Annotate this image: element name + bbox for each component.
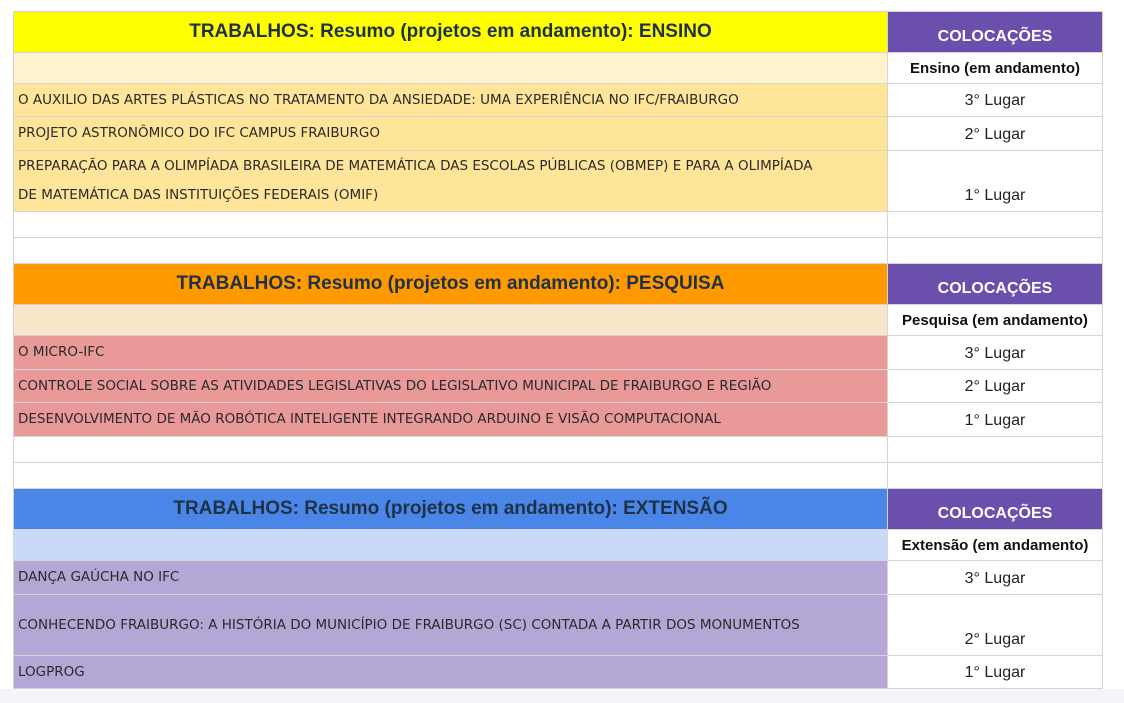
table-row [14,561,1103,595]
subheader-row [14,305,1103,336]
empty-cell[interactable] [14,238,888,264]
empty-row [14,238,1103,264]
section-title-row [14,489,1103,530]
section-title-pesquisa[interactable]: TRABALHOS: Resumo (projetos em andamento): PESQUISA [14,264,888,305]
table-row [14,403,1103,437]
table-row [14,151,1103,212]
section-title-row [14,12,1103,53]
placement[interactable]: 2° Lugar [888,595,1103,656]
project-name[interactable]: O AUXILIO DAS ARTES PLÁSTICAS NO TRATAMENTO DA ANSIEDADE: UMA EXPERIÊNCIA NO IFC/FRAIBURGO [14,84,888,117]
subheader-spacer[interactable] [14,53,888,84]
placement[interactable]: 3° Lugar [888,84,1103,117]
table-row [14,117,1103,151]
empty-row [14,437,1103,463]
placement[interactable]: 1° Lugar [888,656,1103,689]
project-name[interactable]: LOGPROG [14,656,888,689]
project-name[interactable]: CONHECENDO FRAIBURGO: A HISTÓRIA DO MUNICÍPIO DE FRAIBURGO (SC) CONTADA A PARTIR DOS MONUMENTOS [14,595,888,656]
results-table [13,11,1103,689]
table-row [14,84,1103,117]
empty-row [14,463,1103,489]
rank-header[interactable]: COLOCAÇÕES [888,489,1103,530]
placement[interactable]: 2° Lugar [888,117,1103,151]
subheader-row [14,530,1103,561]
project-name[interactable]: DANÇA GAÚCHA NO IFC [14,561,888,595]
table-row [14,595,1103,656]
empty-cell[interactable] [14,437,888,463]
placement[interactable]: 2° Lugar [888,370,1103,403]
project-name[interactable]: O MICRO-IFC [14,336,888,370]
section-title-row [14,264,1103,305]
rank-header[interactable]: COLOCAÇÕES [888,264,1103,305]
empty-cell[interactable] [888,463,1103,489]
subheader-ensino[interactable]: Ensino (em andamento) [888,53,1103,84]
project-name[interactable]: PROJETO ASTRONÔMICO DO IFC CAMPUS FRAIBURGO [14,117,888,151]
placement[interactable]: 1° Lugar [888,151,1103,212]
empty-row [14,212,1103,238]
section-title-extensao[interactable]: TRABALHOS: Resumo (projetos em andamento): EXTENSÃO [14,489,888,530]
subheader-extensao[interactable]: Extensão (em andamento) [888,530,1103,561]
section-title-ensino[interactable]: TRABALHOS: Resumo (projetos em andamento): ENSINO [14,12,888,53]
subheader-pesquisa[interactable]: Pesquisa (em andamento) [888,305,1103,336]
page-bottom-strip [0,689,1124,703]
subheader-spacer[interactable] [14,530,888,561]
empty-cell[interactable] [14,212,888,238]
table-row [14,656,1103,689]
subheader-row [14,53,1103,84]
project-name[interactable]: DESENVOLVIMENTO DE MÃO ROBÓTICA INTELIGENTE INTEGRANDO ARDUINO E VISÃO COMPUTACIONAL [14,403,888,437]
placement[interactable]: 3° Lugar [888,561,1103,595]
project-name[interactable]: CONTROLE SOCIAL SOBRE AS ATIVIDADES LEGISLATIVAS DO LEGISLATIVO MUNICIPAL DE FRAIBURGO E REGIÃO [14,370,888,403]
placement[interactable]: 3° Lugar [888,336,1103,370]
placement[interactable]: 1° Lugar [888,403,1103,437]
empty-cell[interactable] [14,463,888,489]
empty-cell[interactable] [888,437,1103,463]
table-row [14,336,1103,370]
subheader-spacer[interactable] [14,305,888,336]
project-name[interactable]: PREPARAÇÃO PARA A OLIMPÍADA BRASILEIRA DE MATEMÁTICA DAS ESCOLAS PÚBLICAS (OBMEP) E PARA A OLIMPÍADA DE MATEMÁTICA DAS INSTITUIÇÕES FEDERAIS (OMIF) [14,151,888,212]
table-row [14,370,1103,403]
empty-cell[interactable] [888,212,1103,238]
empty-cell[interactable] [888,238,1103,264]
rank-header[interactable]: COLOCAÇÕES [888,12,1103,53]
